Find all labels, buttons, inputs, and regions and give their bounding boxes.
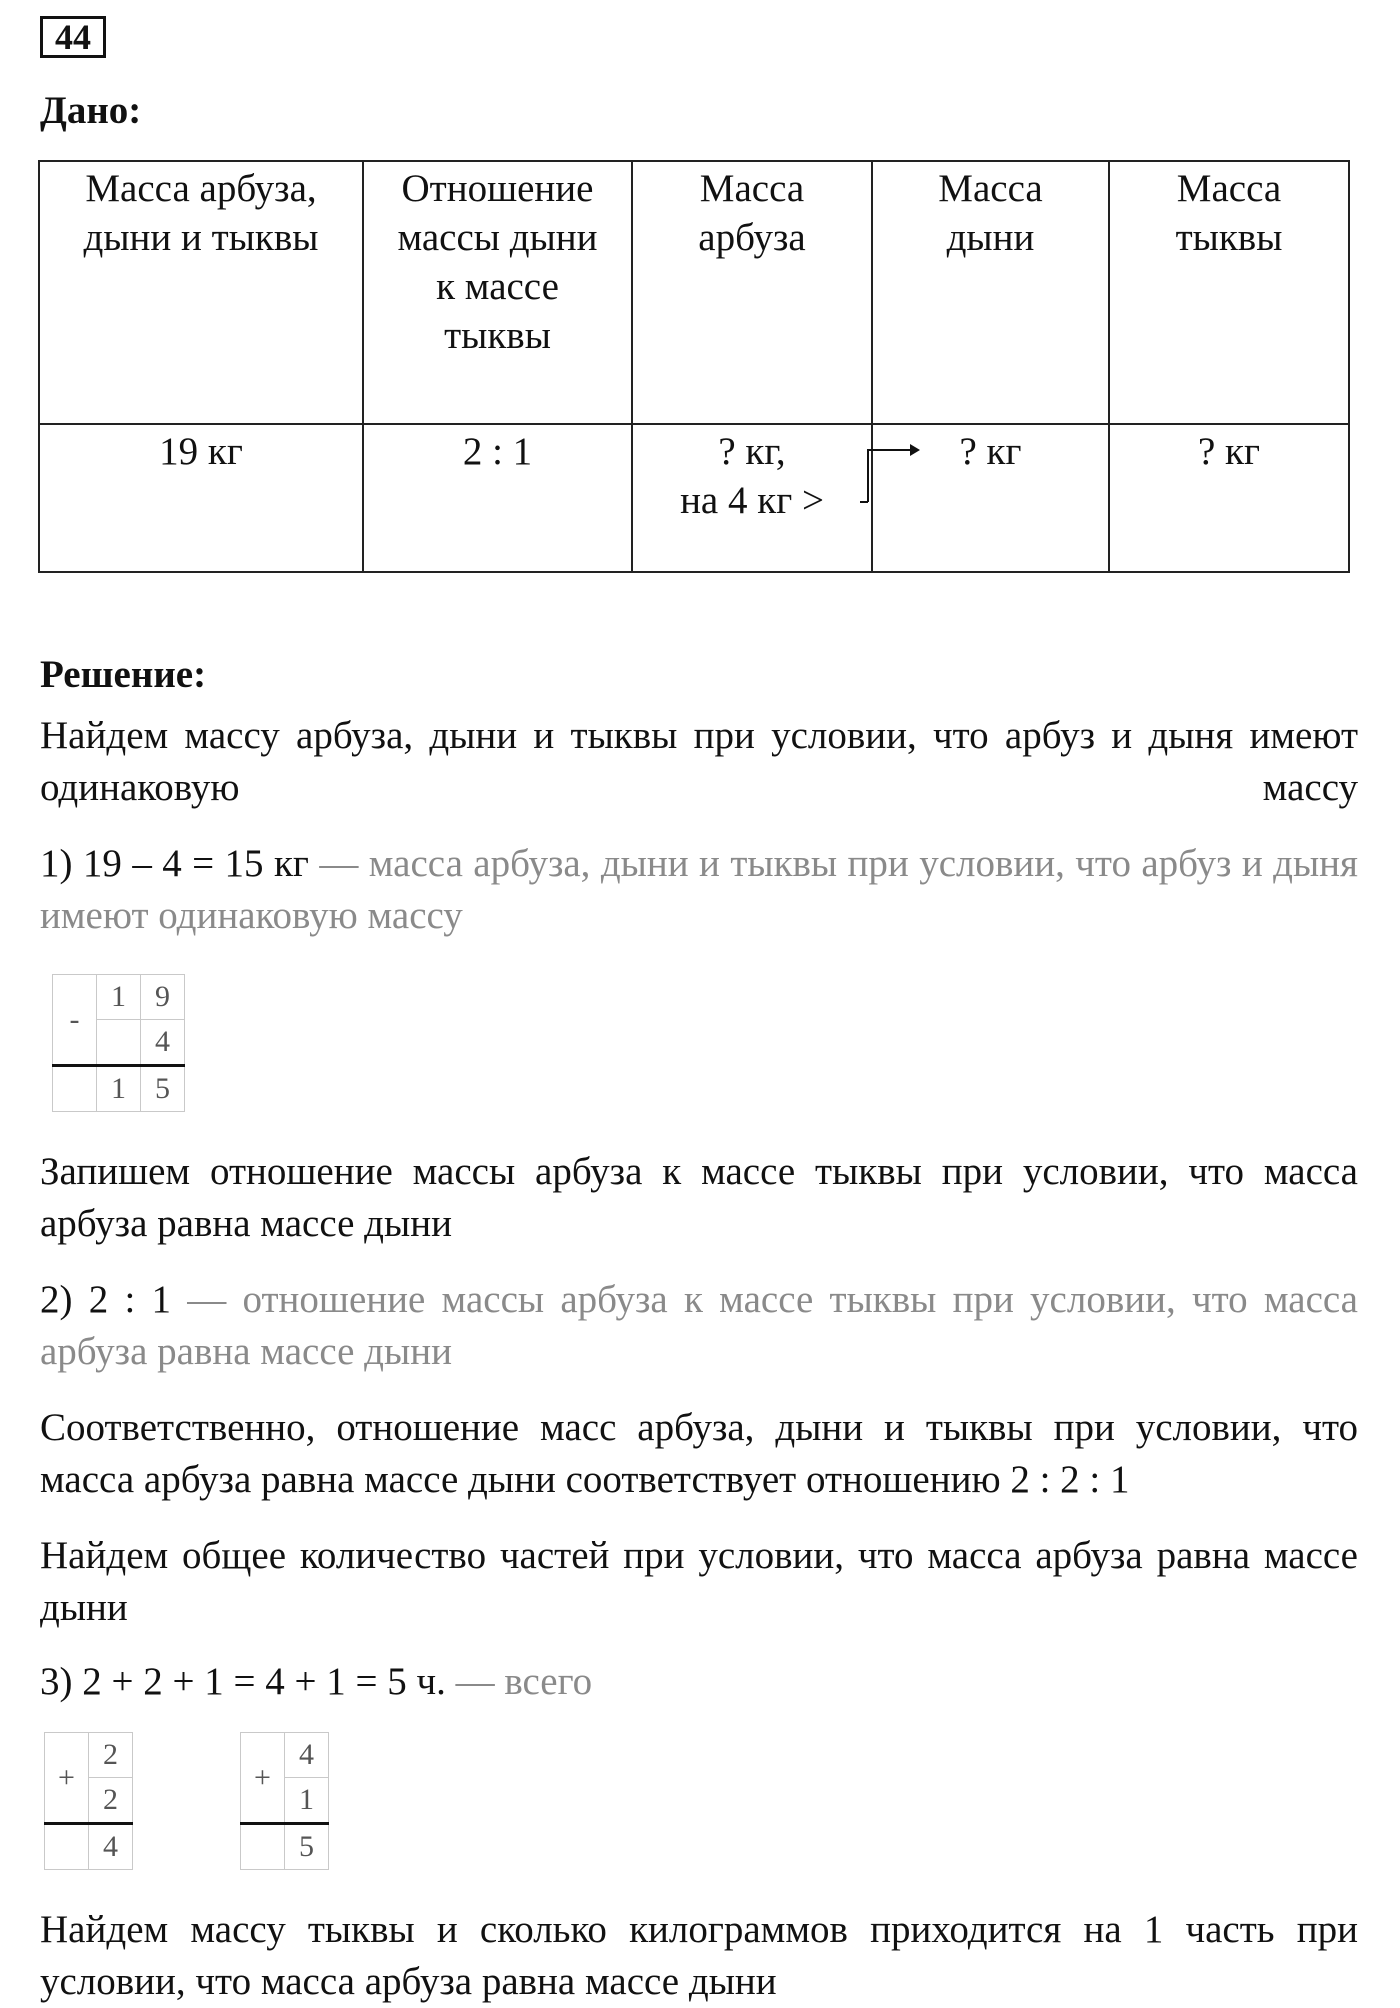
column-addition-2: [240, 1732, 329, 1870]
header-watermelon-mass: [632, 161, 872, 424]
column-addition-1: [44, 1732, 133, 1870]
paragraph-2: [40, 1146, 1358, 1250]
paragraph-3: [40, 1402, 1358, 1506]
calc-digit: 2: [89, 1778, 133, 1824]
value-total-mass: [39, 424, 363, 572]
calc-digit: 1: [97, 975, 141, 1020]
header-total-mass: [39, 161, 363, 424]
calc-digit: 1: [97, 1066, 141, 1112]
step-comment: — отношение массы арбуза к массе тыквы при условии, что масса арбуза равна массе дыни: [40, 1278, 1358, 1373]
value-line: 19 кг: [159, 430, 243, 473]
step-expression: 3) 2 + 2 + 1 = 4 + 1 = 5 ч.: [40, 1660, 446, 1703]
calc-operator: -: [53, 975, 97, 1066]
given-values-row: [39, 424, 1349, 572]
step-comment: — масса арбуза, дыни и тыквы при условии, что арбуз и дыня имеют одинаковую массу: [40, 842, 1358, 937]
step-2: [40, 1274, 1358, 1378]
calc-digit: 5: [141, 1066, 185, 1112]
calc-result-row: [53, 1066, 185, 1112]
solution-heading: Решение:: [40, 653, 207, 696]
calc-operator: +: [241, 1733, 285, 1824]
calc-digit: 4: [89, 1824, 133, 1870]
paragraph-text: Запишем отношение массы арбуза к массе тыквы при условии, что масса арбуза равна массе дыни: [40, 1150, 1358, 1245]
header-line: тыквы: [444, 314, 551, 357]
header-ratio: [363, 161, 632, 424]
header-line: дыни: [946, 216, 1035, 259]
calc-digit: 4: [141, 1020, 185, 1066]
step-comment: — всего: [445, 1660, 593, 1703]
given-heading: Дано:: [40, 89, 142, 132]
calc-empty: [241, 1824, 285, 1870]
value-line: 2 : 1: [462, 430, 533, 473]
value-line: ? кг: [1197, 430, 1260, 473]
header-line: Масса: [938, 167, 1043, 210]
paragraph-text: Соответственно, отношение масс арбуза, дыни и тыквы при условии, что масса арбуза равна массе дыни соответствует отношению 2 : 2 : 1: [40, 1406, 1358, 1501]
header-line: арбуза: [698, 216, 806, 259]
value-ratio: [363, 424, 632, 572]
calc-digit: 4: [285, 1733, 329, 1778]
calc-result-row: [241, 1824, 329, 1870]
value-line: ? кг,: [718, 430, 786, 473]
comparison-arrow: [860, 440, 920, 510]
header-line: дыни и тыквы: [83, 216, 319, 259]
given-table: [38, 160, 1350, 573]
header-line: Масса арбуза,: [85, 167, 317, 210]
step-3: [40, 1656, 1358, 1708]
header-line: массы дыни: [397, 216, 598, 259]
value-watermelon-mass: [632, 424, 872, 572]
value-line: ? кг: [959, 430, 1022, 473]
problem-number: 44: [40, 16, 106, 58]
paragraph-4: [40, 1530, 1358, 1634]
header-pumpkin-mass: [1109, 161, 1349, 424]
calc-row: [241, 1733, 329, 1778]
calc-empty: [53, 1066, 97, 1112]
calc-digit: 2: [89, 1733, 133, 1778]
paragraph-text: Найдем общее количество частей при условии, что масса арбуза равна массе дыни: [40, 1534, 1358, 1629]
calc-row: [45, 1733, 133, 1778]
calc-digit: 1: [285, 1778, 329, 1824]
value-line: на 4 кг >: [680, 479, 824, 522]
step-1: [40, 838, 1358, 942]
step-expression: 1) 19 – 4 = 15 кг: [40, 842, 309, 885]
paragraph-text: Найдем массу арбуза, дыни и тыквы при условии, что арбуз и дыня имеют одинаковую массу: [40, 714, 1358, 809]
column-subtraction: [52, 974, 185, 1112]
calc-digit: 9: [141, 975, 185, 1020]
calc-digit: 5: [285, 1824, 329, 1870]
paragraph-text: Найдем массу тыквы и сколько килограммов приходится на 1 часть при условии, что масса арбуза равна массе дыни: [40, 1908, 1358, 2003]
header-line: Масса: [1176, 167, 1282, 210]
header-line: Отношение: [401, 167, 594, 210]
value-pumpkin-mass: [1109, 424, 1349, 572]
calc-empty: [45, 1824, 89, 1870]
step-expression: 2) 2 : 1: [40, 1278, 172, 1321]
paragraph-5: [40, 1904, 1358, 2008]
calc-result-row: [45, 1824, 133, 1870]
calc-operator: +: [45, 1733, 89, 1824]
header-melon-mass: [872, 161, 1109, 424]
header-line: тыквы: [1175, 216, 1283, 259]
given-header-row: [39, 161, 1349, 424]
header-line: к массе: [436, 265, 559, 308]
calc-digit: [97, 1020, 141, 1066]
calc-row: [53, 975, 185, 1020]
paragraph-1: [40, 710, 1358, 814]
header-line: Масса: [699, 167, 805, 210]
